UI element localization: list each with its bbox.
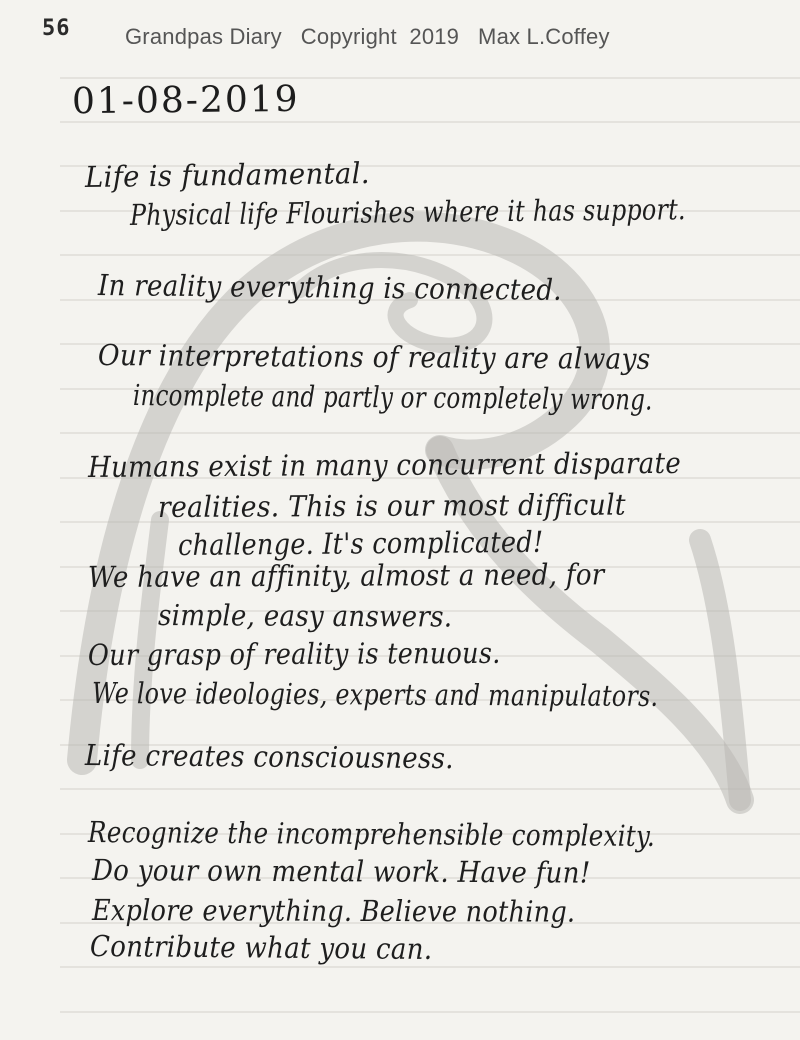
handwritten-line: Humans exist in many concurrent disparate	[87, 445, 682, 484]
handwritten-line: Our interpretations of reality are always	[97, 338, 651, 376]
handwritten-line: simple, easy answers.	[157, 598, 453, 634]
entry-date: 01-08-2019	[71, 78, 300, 123]
handwritten-line: Our grasp of reality is tenuous.	[87, 635, 501, 672]
handwritten-line: In reality everything is connected.	[97, 268, 563, 307]
page-number: 56	[42, 16, 71, 41]
handwritten-line: Contribute what you can.	[89, 929, 433, 966]
handwritten-line: Life is fundamental.	[84, 156, 370, 194]
handwritten-line: incomplete and partly or completely wrong.	[132, 378, 653, 417]
handwritten-line: We love ideologies, experts and manipulators.	[91, 676, 659, 713]
handwritten-line: We have an affinity, almost a need, for	[87, 557, 605, 594]
handwritten-line: Recognize the incomprehensible complexity.	[87, 815, 656, 853]
handwritten-line: Physical life Flourishes where it has support.	[129, 192, 686, 232]
handwritten-line: realities. This is our most difficult	[157, 487, 626, 524]
handwritten-line: Do your own mental work. Have fun!	[91, 853, 591, 890]
handwritten-line: Explore everything. Believe nothing.	[91, 893, 576, 929]
page-header: Grandpas Diary Copyright 2019 Max L.Coffey	[125, 24, 610, 49]
handwritten-line: challenge. It's complicated!	[177, 524, 544, 562]
handwritten-line: Life creates consciousness.	[84, 738, 454, 776]
